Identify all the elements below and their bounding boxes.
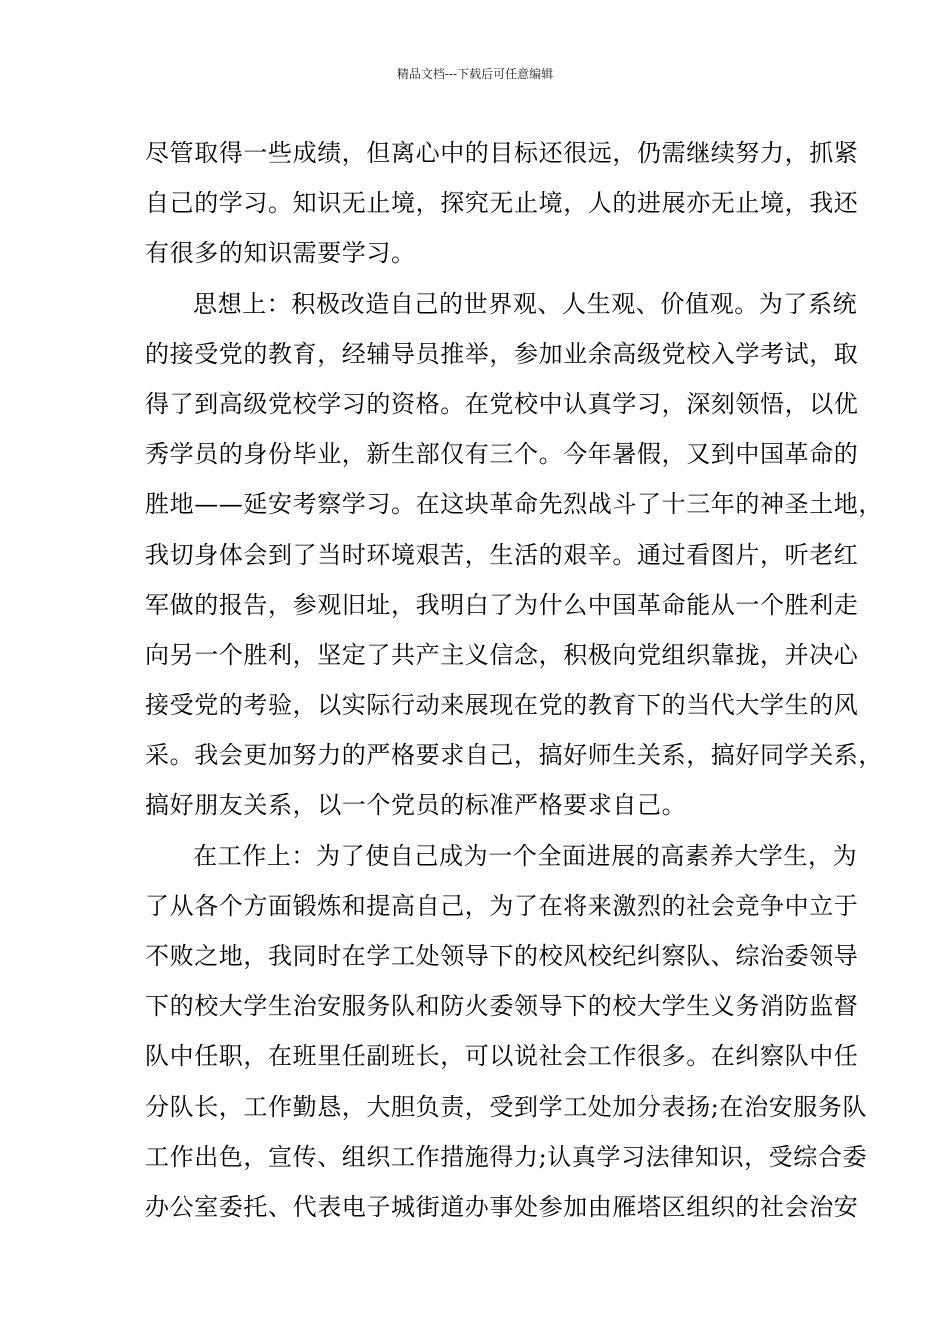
- text-line: 胜地——延安考察学习。在这块革命先烈战斗了十三年的神圣土地，: [145, 490, 883, 519]
- text-line: 我切身体会到了当时环境艰苦，生活的艰辛。通过看图片，听老红: [145, 540, 859, 569]
- text-line: 办公室委托、代表电子城街道办事处参加由雁塔区组织的社会治安: [145, 1192, 859, 1221]
- text-line: 采。我会更加努力的严格要求自己，搞好师生关系，搞好同学关系，: [145, 741, 883, 770]
- text-line: 有很多的知识需要学习。: [145, 239, 416, 268]
- text-line: 不败之地，我同时在学工处领导下的校风校纪纠察队、综治委领导: [145, 942, 859, 970]
- text-line: 了从各个方面锻炼和提高自己，为了在将来激烈的社会竞争中立于: [145, 891, 859, 920]
- paragraph: [145, 279, 883, 831]
- text-line: 思想上：积极改造自己的世界观、人生观、价值观。为了系统: [193, 289, 858, 318]
- text-line: 自己的学习。知识无止境，探究无止境，人的进展亦无止境，我还: [145, 189, 859, 218]
- page-header: 精品文档---下载后可任意编辑: [396, 67, 554, 81]
- text-line: 向另一个胜利，坚定了共产主义信念，积极向党组织靠拢，并决心: [145, 640, 859, 669]
- paragraph: [145, 128, 859, 279]
- text-line: 秀学员的身份毕业，新生部仅有三个。今年暑假，又到中国革命的: [145, 440, 859, 469]
- text-line: 得了到高级党校学习的资格。在党校中认真学习，深刻领悟，以优: [145, 389, 859, 418]
- text-line: 的接受党的教育，经辅导员推举，参加业余高级党校入学考试，取: [145, 339, 859, 368]
- text-line: 搞好朋友关系，以一个党员的标准严格要求自己。: [145, 791, 687, 820]
- text-line: 工作出色，宣传、组织工作措施得力;认真学习法律知识，受综合委: [145, 1142, 868, 1171]
- document-body: [145, 128, 883, 1232]
- text-line: 尽管取得一些成绩，但离心中的目标还很远，仍需继续努力，抓紧: [145, 139, 859, 167]
- text-line: 队中任职，在班里任副班长，可以说社会工作很多。在纠察队中任: [145, 1042, 859, 1071]
- text-line: 接受党的考验，以实际行动来展现在党的教育下的当代大学生的风: [145, 691, 859, 720]
- text-line: 在工作上：为了使自己成为一个全面进展的高素养大学生，为: [193, 841, 858, 870]
- text-line: 军做的报告，参观旧址，我明白了为什么中国革命能从一个胜利走: [145, 590, 859, 619]
- paragraph: [145, 831, 868, 1233]
- text-line: 分队长，工作勤恳，大胆负责，受到学工处加分表扬;在治安服务队: [145, 1092, 868, 1121]
- text-line: 下的校大学生治安服务队和防火委领导下的校大学生义务消防监督: [145, 992, 859, 1021]
